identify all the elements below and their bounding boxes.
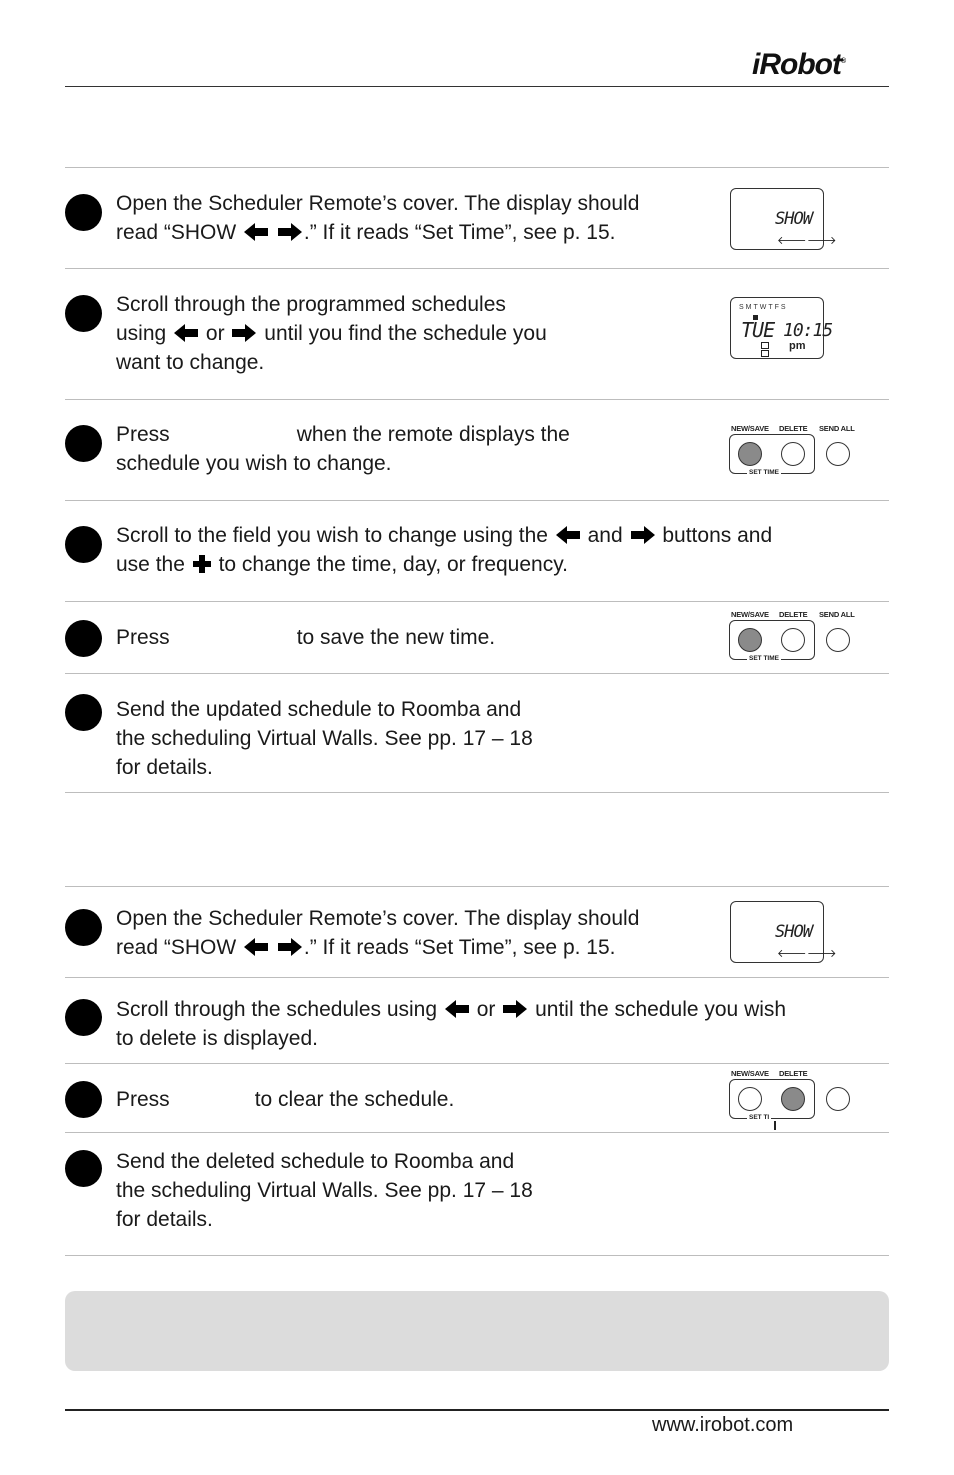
remote-display-show — [730, 188, 837, 250]
right-arrow-icon — [631, 526, 655, 544]
right-arrow-icon — [278, 223, 302, 241]
step-line: using or until you find the schedule you — [116, 322, 547, 345]
left-arrow-icon — [445, 1000, 469, 1018]
step-line: Scroll through the schedules using or until the schedule you wish — [116, 998, 787, 1021]
footer-rule — [65, 1409, 889, 1411]
header-rule — [65, 86, 889, 87]
new-save-label: NEW/SAVE — [731, 1069, 769, 1078]
step-bullet — [65, 425, 102, 462]
divider — [65, 167, 889, 168]
step-line: Scroll through the programmed schedules — [116, 293, 506, 316]
display-frequency-box — [761, 342, 769, 349]
step-line: Press when the remote displays the — [116, 423, 570, 446]
right-arrow-icon — [278, 938, 302, 956]
step-line: to delete is displayed. — [116, 1027, 318, 1050]
step-text — [116, 1147, 533, 1234]
step-bullet — [65, 194, 102, 231]
delete-button[interactable] — [781, 1087, 805, 1111]
new-save-label: NEW/SAVE — [731, 424, 769, 433]
step-bullet — [65, 620, 102, 657]
step-line: for details. — [116, 756, 213, 779]
display-right-arrow-icon: 🡒 — [807, 235, 837, 247]
left-arrow-icon — [244, 223, 268, 241]
divider — [65, 500, 889, 501]
logo-registered-mark: ® — [840, 58, 846, 65]
step-line: Scroll to the field you wish to change using the and buttons and — [116, 524, 773, 547]
divider — [65, 399, 889, 400]
step-bullet — [65, 295, 102, 332]
remote-button-panel — [729, 424, 859, 486]
step-bullet — [65, 909, 102, 946]
step-text — [116, 623, 495, 652]
delete-label: DELETE — [779, 610, 808, 619]
display-left-arrow-icon: 🡐 — [777, 235, 807, 247]
pointer-tick — [774, 1121, 776, 1130]
step-line: Send the deleted schedule to Roomba and — [116, 1150, 515, 1173]
step-line: the scheduling Virtual Walls. See pp. 17 – 18 — [116, 727, 533, 750]
remote-display-schedule — [730, 297, 833, 359]
irobot-logo — [752, 48, 845, 82]
display-frequency-box — [761, 350, 769, 357]
step-line: the scheduling Virtual Walls. See pp. 17 – 18 — [116, 1179, 533, 1202]
step-line: want to change. — [116, 351, 265, 374]
new-save-label: NEW/SAVE — [731, 610, 769, 619]
display-word: SHOW — [775, 209, 812, 229]
remote-display-show — [730, 901, 837, 963]
delete-label: DELETE — [779, 1069, 808, 1078]
right-arrow-icon — [503, 1000, 527, 1018]
left-arrow-icon — [556, 526, 580, 544]
step-bullet — [65, 1081, 102, 1118]
set-time-label: SET TI — [749, 1114, 770, 1121]
step-bullet — [65, 694, 102, 731]
step-text — [116, 695, 533, 782]
step-text — [116, 290, 547, 377]
left-arrow-icon — [244, 938, 268, 956]
step-bullet — [65, 526, 102, 563]
new-save-button[interactable] — [738, 1087, 762, 1111]
step-text — [116, 904, 639, 962]
send-all-label: SEND ALL — [819, 424, 855, 433]
step-text — [116, 1085, 454, 1114]
step-text — [116, 521, 772, 579]
step-line: for details. — [116, 1208, 213, 1231]
divider — [65, 1255, 889, 1256]
divider — [65, 977, 889, 978]
delete-button[interactable] — [781, 442, 805, 466]
new-save-button[interactable] — [738, 442, 762, 466]
delete-button[interactable] — [781, 628, 805, 652]
footer-url[interactable]: www.irobot.com — [652, 1414, 794, 1436]
send-all-button[interactable] — [826, 1087, 850, 1111]
divider — [65, 1132, 889, 1133]
step-line: Press to save the new time. — [116, 626, 496, 649]
step-bullet — [65, 1150, 102, 1187]
display-ampm: pm — [789, 340, 806, 352]
send-all-label: SEND ALL — [819, 610, 855, 619]
step-line: Open the Scheduler Remote’s cover. The display should — [116, 192, 640, 215]
send-all-button[interactable] — [826, 628, 850, 652]
step-line: Open the Scheduler Remote’s cover. The display should — [116, 907, 640, 930]
step-line: Press to clear the schedule. — [116, 1088, 455, 1111]
divider — [65, 601, 889, 602]
step-text — [116, 420, 570, 478]
plus-icon — [193, 555, 211, 573]
set-time-label: SET TIME — [749, 469, 779, 476]
left-arrow-icon — [174, 324, 198, 342]
divider — [65, 268, 889, 269]
step-line: Send the updated schedule to Roomba and — [116, 698, 522, 721]
display-days-row: SMTWTFS — [739, 304, 788, 311]
new-save-button[interactable] — [738, 628, 762, 652]
divider — [65, 673, 889, 674]
display-word: SHOW — [775, 922, 812, 942]
remote-button-panel — [729, 610, 859, 672]
logo-text: iRobot — [752, 48, 841, 81]
step-text — [116, 995, 786, 1053]
set-time-label: SET TIME — [749, 655, 779, 662]
step-line: read “SHOW .” If it reads “Set Time”, see p. 15. — [116, 936, 616, 959]
tip-box — [65, 1291, 889, 1371]
right-arrow-icon — [232, 324, 256, 342]
step-line: read “SHOW .” If it reads “Set Time”, see p. 15. — [116, 221, 616, 244]
step-bullet — [65, 999, 102, 1036]
divider — [65, 792, 889, 793]
step-line: use the to change the time, day, or frequency. — [116, 553, 569, 576]
display-left-arrow-icon: 🡐 — [777, 948, 807, 960]
step-line: schedule you wish to change. — [116, 452, 392, 475]
divider — [65, 886, 889, 887]
display-right-arrow-icon: 🡒 — [807, 948, 837, 960]
display-day: TUE — [741, 318, 775, 342]
step-text — [116, 189, 639, 247]
display-time: 10:15 — [783, 320, 833, 341]
delete-label: DELETE — [779, 424, 808, 433]
remote-button-panel — [729, 1069, 859, 1131]
send-all-button[interactable] — [826, 442, 850, 466]
divider — [65, 1063, 889, 1064]
